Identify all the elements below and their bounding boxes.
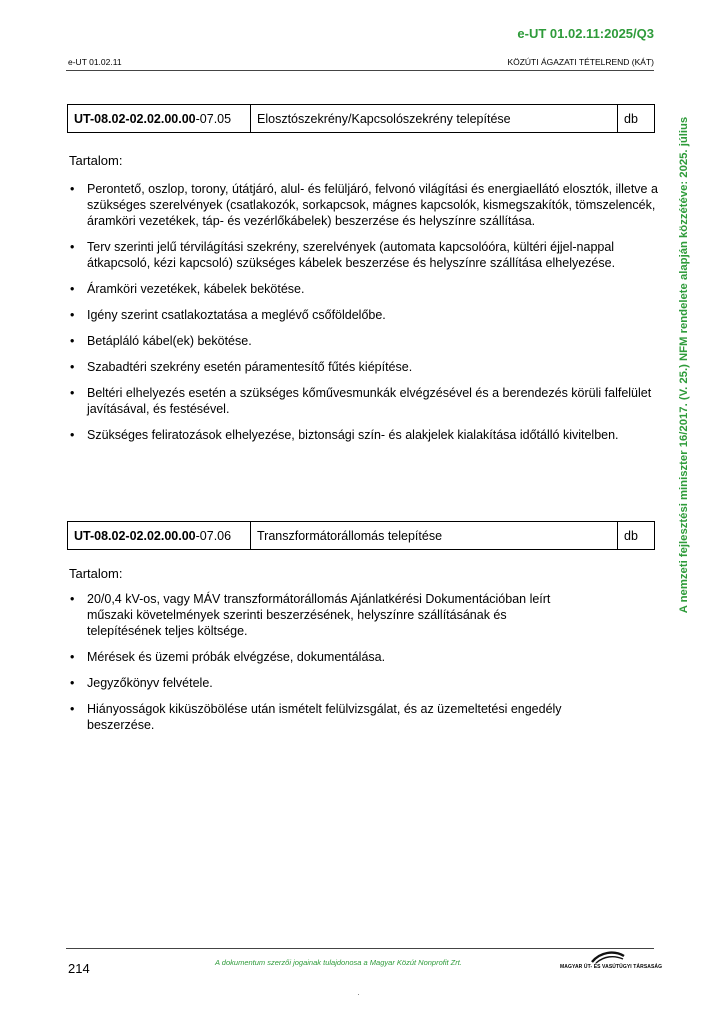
item-code-suffix: -07.05 <box>195 111 232 126</box>
page-number: 214 <box>68 961 90 976</box>
list-item <box>69 239 659 271</box>
list-item-text: Beltéri elhelyezés esetén a szükséges kőművesmunkák elvégzésével és a berendezés körüli falfelület javításával, és festésével. <box>87 386 652 416</box>
footer-divider <box>66 948 654 949</box>
item-code-cell <box>68 522 251 550</box>
bullet-icon: • <box>70 386 75 400</box>
list-item <box>69 675 569 691</box>
stray-dot <box>358 994 359 995</box>
item-title-cell: Transzformátorállomás telepítése <box>251 522 618 550</box>
item-code-main: UT-08.02-02.02.00.00 <box>74 528 196 543</box>
header-right-title: KÖZÚTI ÁGAZATI TÉTELREND (KÁT) <box>507 57 654 67</box>
list-item-text: Terv szerinti jelű térvilágítási szekrény, szerelvények (automata kapcsolóóra, kültéri éjjel-nappal átkapcsoló, kézi kapcsoló) szükséges kábelek beszerzése és helyszínre szállítása elhelyezése. <box>87 240 616 270</box>
list-item-text: 20/0,4 kV-os, vagy MÁV transzformátorállomás Ajánlatkérési Dokumentációban leírt műszaki követelmények szerinti beszerzésének, helyszínre szállításának és telepítésének teljes költsége. <box>87 592 551 638</box>
list-item-text: Áramköri vezetékek, kábelek bekötése. <box>87 282 305 296</box>
bullet-icon: • <box>70 702 75 716</box>
bullet-icon: • <box>70 650 75 664</box>
list-item-text: Mérések és üzemi próbák elvégzése, dokumentálása. <box>87 650 386 664</box>
list-item <box>69 385 659 417</box>
item-header-row <box>68 105 655 133</box>
item-title-cell: Elosztószekrény/Kapcsolószekrény telepítése <box>251 105 618 133</box>
logo-swoosh-icon <box>590 950 626 964</box>
list-item-text: Igény szerint csatlakoztatása a meglévő csőföldelőbe. <box>87 308 386 322</box>
list-item <box>69 281 659 297</box>
bullet-icon: • <box>70 308 75 322</box>
list-item-text: Perontető, oszlop, torony, útátjáró, alul- és felüljáró, felvonó világítási és energiaellátó elosztók, illetve a szükséges szerelvények (csatlakozók, sorkapcsok, mágnes kapcsolók, kismegszakítók, tömszelencék, áramköri vezetékek, táp- és vezérlőkábelek) beszerzése és helyszínre szállítása. <box>87 182 658 228</box>
bullet-icon: • <box>70 240 75 254</box>
bullet-icon: • <box>70 182 75 196</box>
document-code: e-UT 01.02.11:2025/Q3 <box>517 26 654 41</box>
item-header-row <box>68 522 655 550</box>
item-code-cell <box>68 105 251 133</box>
bullet-icon: • <box>70 334 75 348</box>
item-unit-cell: db <box>618 105 655 133</box>
item-unit-cell: db <box>618 522 655 550</box>
item-header-table <box>67 521 655 550</box>
list-item <box>69 359 659 375</box>
list-item <box>69 307 659 323</box>
logo-text: MAGYAR ÚT- ÉS VASÚTÜGYI TÁRSASÁG <box>560 964 663 970</box>
bullet-icon: • <box>70 428 75 442</box>
list-item-text: Jegyzőkönyv felvétele. <box>87 676 213 690</box>
bullet-icon: • <box>70 360 75 374</box>
list-item-text: Betápláló kábel(ek) bekötése. <box>87 334 252 348</box>
item-code-suffix: -07.06 <box>195 528 232 543</box>
list-item <box>69 649 569 665</box>
content-label: Tartalom: <box>69 153 123 168</box>
content-bullet-list <box>69 591 569 743</box>
item-header-table <box>67 104 655 133</box>
bullet-icon: • <box>70 592 75 606</box>
side-publication-note <box>675 95 693 635</box>
copyright-notice: A dokumentum szerzői jogainak tulajdonosa a Magyar Közút Nonprofit Zrt. <box>215 958 462 967</box>
list-item <box>69 591 569 639</box>
list-item <box>69 333 659 349</box>
list-item-text: Szabadtéri szekrény esetén páramentesítő fűtés kiépítése. <box>87 360 413 374</box>
list-item-text: Hiányosságok kiküszöbölése után ismételt felülvizsgálat, és az üzemeltetési engedély beszerzése. <box>87 702 562 732</box>
item-code-main: UT-08.02-02.02.00.00 <box>74 111 196 126</box>
list-item <box>69 181 659 229</box>
company-logo <box>560 950 663 972</box>
list-item <box>69 427 659 443</box>
bullet-icon: • <box>70 282 75 296</box>
side-note-text: A nemzeti fejlesztési miniszter 16/2017. (V. 25.) NFM rendelete alapján közzétéve: 2025. július <box>678 116 690 614</box>
list-item-text: Szükséges feliratozások elhelyezése, biztonsági szín- és alakjelek kialakítása időtálló kivitelben. <box>87 428 619 442</box>
content-label: Tartalom: <box>69 566 123 581</box>
list-item <box>69 701 569 733</box>
bullet-icon: • <box>70 676 75 690</box>
content-bullet-list <box>69 181 659 453</box>
header-divider <box>66 70 654 71</box>
header-left-code: e-UT 01.02.11 <box>68 57 122 67</box>
